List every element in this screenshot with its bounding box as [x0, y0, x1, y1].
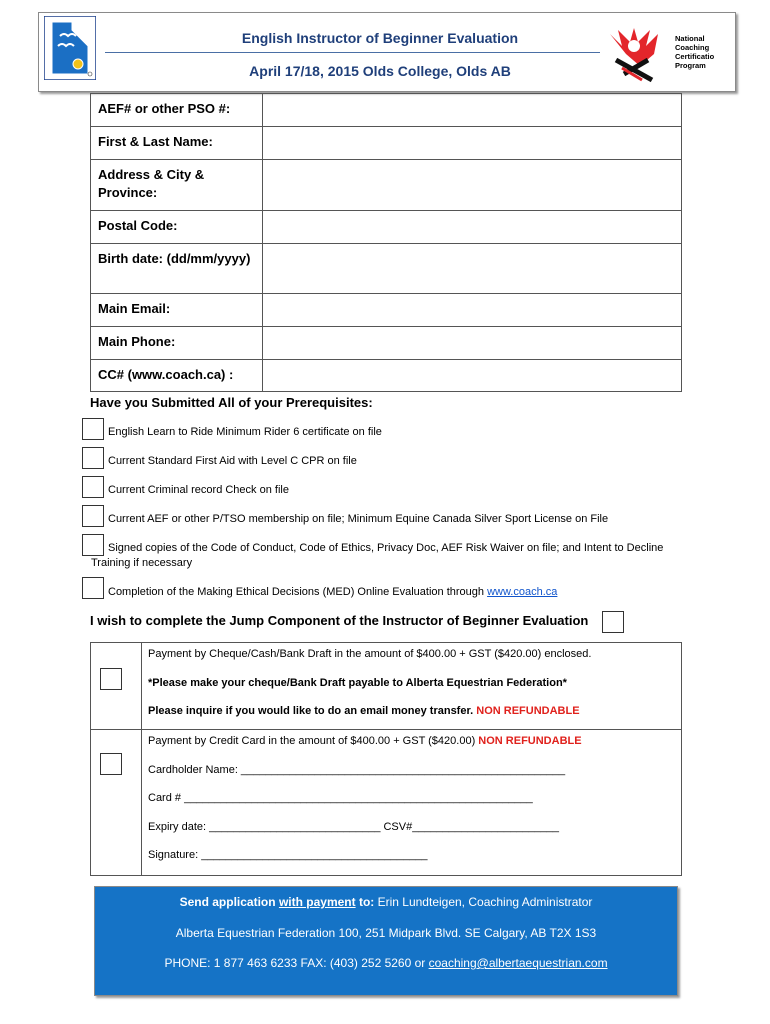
pay-cheque-note: *Please make your cheque/Bank Draft payable to Alberta Equestrian Federation* — [148, 677, 567, 689]
cc-label: CC# (www.coach.ca) : — [98, 367, 234, 382]
applicant-info-table — [90, 93, 682, 392]
prereq-checkbox-med[interactable] — [82, 577, 104, 599]
prereq-checkbox-membership[interactable] — [82, 505, 104, 527]
jump-checkbox[interactable] — [602, 611, 624, 633]
payment-row-divider — [91, 729, 681, 730]
prereq-rider6: English Learn to Ride Minimum Rider 6 certificate on file — [108, 426, 382, 438]
aef-label: AEF# or other PSO #: — [98, 101, 231, 116]
non-refundable-label: NON REFUNDABLE — [478, 735, 582, 747]
prereq-checkbox-criminal[interactable] — [82, 476, 104, 498]
payment-table — [90, 642, 682, 876]
prereq-firstaid: Current Standard First Aid with Level C CPR on file — [108, 455, 357, 467]
name-input[interactable] — [262, 127, 681, 160]
info-row-aef — [91, 94, 681, 126]
form-title: English Instructor of Beginner Evaluation — [241, 30, 519, 46]
payment-column-divider — [141, 643, 142, 875]
prereq-med: Completion of the Making Ethical Decisions (MED) Online Evaluation through www.coach.ca — [108, 586, 558, 598]
email-label: Main Email: — [98, 301, 171, 316]
form-subtitle: April 17/18, 2015 Olds College, Olds AB — [249, 63, 511, 79]
pay-credit-text: Payment by Credit Card in the amount of $400.00 + GST ($420.00) NON REFUNDABLE — [148, 735, 582, 747]
ncc-logo — [604, 24, 676, 84]
prereq-checkbox-codes[interactable] — [82, 534, 104, 556]
info-row-name — [91, 126, 681, 160]
header-divider — [105, 52, 600, 53]
prereq-codes: Signed copies of the Code of Conduct, Code of Ethics, Privacy Doc, AEF Risk Waiver on file; and Intent to Decline — [108, 542, 664, 554]
aef-input[interactable] — [262, 94, 681, 126]
info-row-address — [91, 159, 681, 211]
postal-label: Postal Code: — [98, 218, 178, 233]
birthdate-input[interactable] — [262, 244, 681, 294]
cardholder-field[interactable]: Cardholder Name: _____________________________________________________ — [148, 764, 566, 776]
pay-email-note: Please inquire if you would like to do an email money transfer. NON REFUNDABLE — [148, 705, 580, 717]
footer-send-line: Send application with payment to: Erin Lundteigen, Coaching Administrator — [179, 895, 593, 909]
info-row-cc — [91, 359, 681, 392]
pay-credit-checkbox[interactable] — [100, 753, 122, 775]
footer-address: Alberta Equestrian Federation 100, 251 Midpark Blvd. SE Calgary, AB T2X 1S3 — [175, 926, 597, 940]
non-refundable-label: NON REFUNDABLE — [476, 705, 580, 717]
cc-input[interactable] — [262, 360, 681, 392]
email-input[interactable] — [262, 294, 681, 327]
prereq-criminal: Current Criminal record Check on file — [108, 484, 289, 496]
prereq-heading: Have you Submitted All of your Prerequisites: — [90, 395, 373, 410]
phone-input[interactable] — [262, 327, 681, 360]
alberta-logo — [44, 16, 96, 80]
info-row-email — [91, 293, 681, 327]
info-row-postal — [91, 210, 681, 244]
info-row-birth — [91, 243, 681, 294]
phone-label: Main Phone: — [98, 334, 176, 349]
coach-link[interactable]: www.coach.ca — [487, 586, 558, 598]
card-number-field[interactable]: Card # _________________________________________________________ — [148, 792, 533, 804]
signature-field[interactable]: Signature: _____________________________________ — [148, 849, 428, 861]
pay-cheque-checkbox[interactable] — [100, 668, 122, 690]
name-label: First & Last Name: — [98, 134, 213, 149]
prereq-checkbox-rider6[interactable] — [82, 418, 104, 440]
footer-send-box — [94, 886, 678, 996]
address-label: Address & City & Province: — [98, 167, 205, 200]
ncc-logo-text: National Coaching Certificatio Program — [675, 34, 715, 70]
prereq-codes-cont: Training if necessary — [91, 557, 193, 569]
expiry-csv-field[interactable]: Expiry date: ____________________________ CSV#________________________ — [148, 821, 560, 833]
postal-input[interactable] — [262, 211, 681, 244]
jump-heading: I wish to complete the Jump Component of the Instructor of Beginner Evaluation — [90, 613, 589, 628]
address-input[interactable] — [262, 160, 681, 211]
footer-phone: PHONE: 1 877 463 6233 FAX: (403) 252 5260 or coaching@albertaequestrian.com — [164, 956, 608, 970]
birthdate-label: Birth date: (dd/mm/yyyy) — [98, 251, 251, 266]
prereq-checkbox-firstaid[interactable] — [82, 447, 104, 469]
footer-email-link[interactable]: coaching@albertaequestrian.com — [428, 956, 608, 970]
pay-cheque-text: Payment by Cheque/Cash/Bank Draft in the amount of $400.00 + GST ($420.00) enclosed. — [148, 648, 592, 660]
prereq-membership: Current AEF or other P/TSO membership on file; Minimum Equine Canada Silver Sport License on File — [108, 513, 609, 525]
info-row-phone — [91, 326, 681, 360]
